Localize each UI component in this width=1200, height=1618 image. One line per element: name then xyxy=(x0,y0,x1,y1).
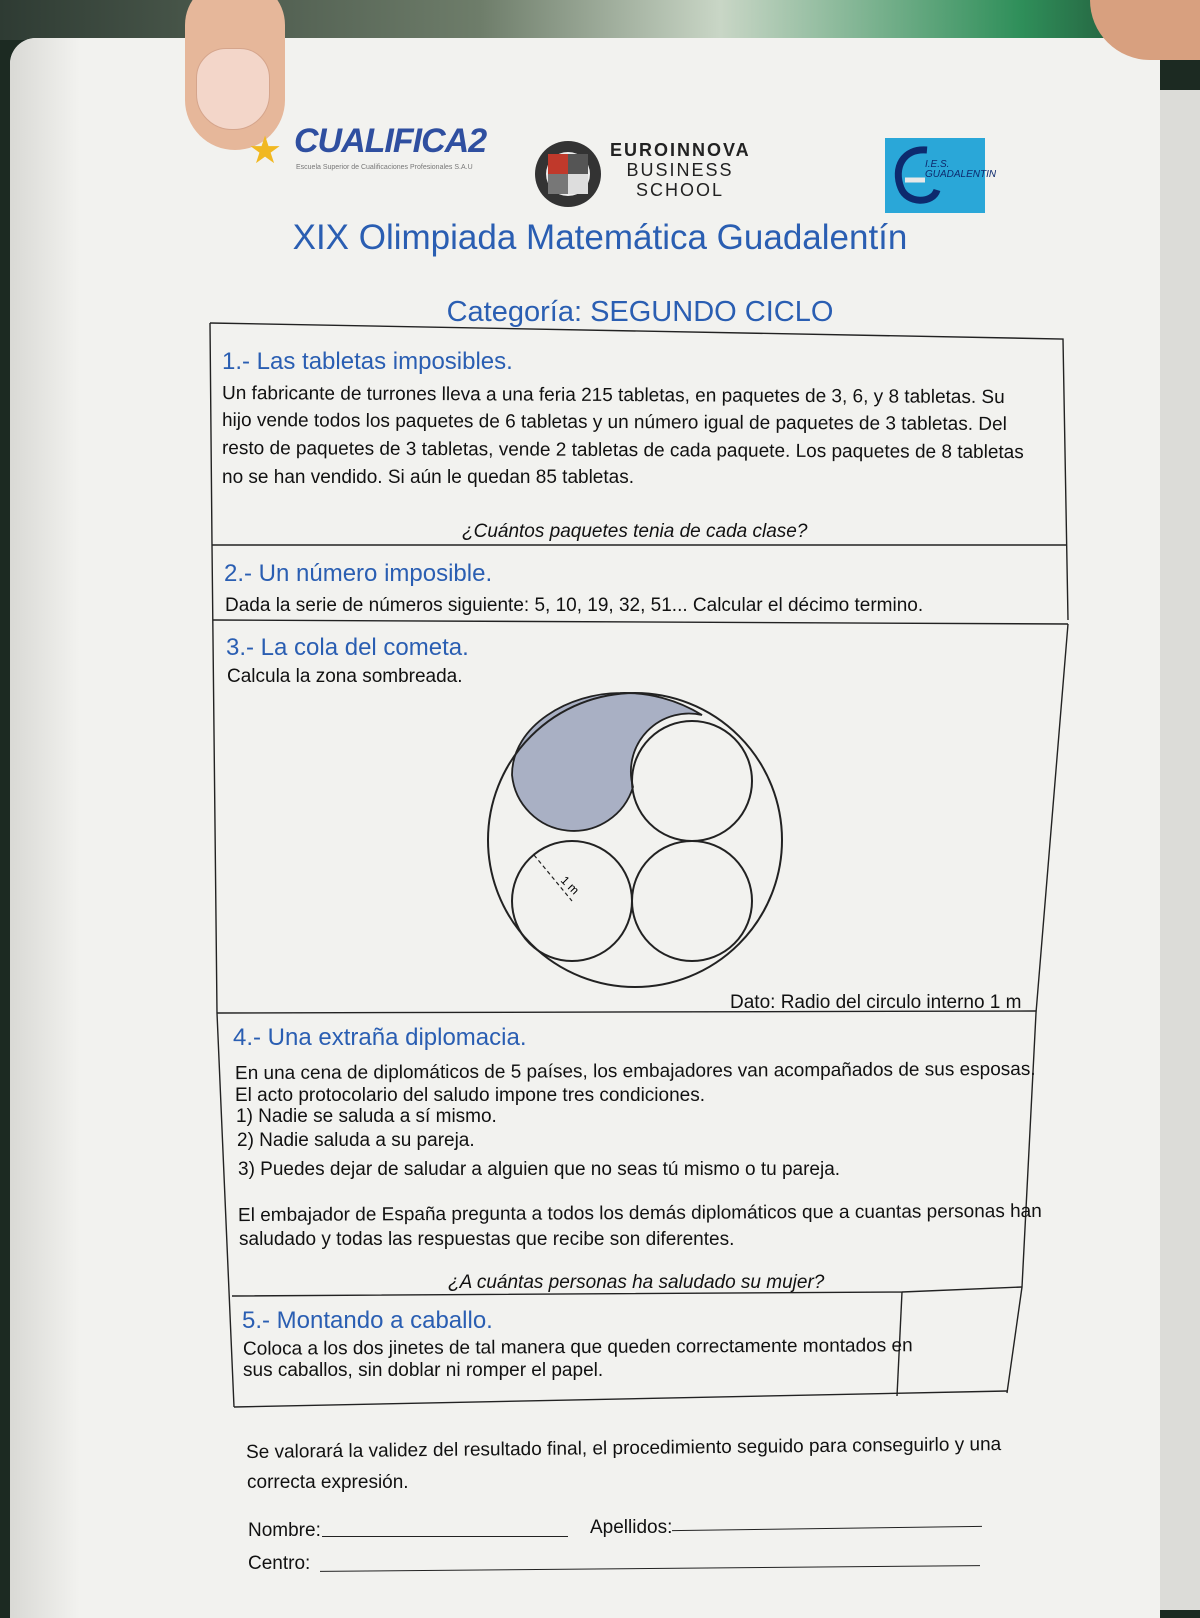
problem-3-note: Dato: Radio del circulo interno 1 m xyxy=(730,992,1022,1013)
euroinnova-logo: EUROINNOVA BUSINESS SCHOOL xyxy=(610,140,751,200)
ies-guadalentin-logo: I.E.S. GUADALENTIN xyxy=(885,138,985,213)
problem-2-title: 2.- Un número imposible. xyxy=(224,560,493,587)
radius-label: 1 m xyxy=(557,873,582,898)
problem-1-line: Un fabricante de turrones lleva a una feria 215 tabletas, en paquetes de 3, 6, y 8 tabletas. Su xyxy=(221,382,1005,409)
problem-4-line: 2) Nadie saluda a su pareja. xyxy=(237,1130,475,1151)
footer-note: Se valorará la validez del resultado final, el procedimiento seguido para conseguirlo y una xyxy=(245,1434,1002,1463)
nombre-label: Nombre: xyxy=(248,1520,321,1541)
cualifica-logo: ★ CUALIFICA2 Escuela Superior de Cualificaciones Profesionales S.A.U xyxy=(248,122,487,172)
problem-4-line: El acto protocolario del saludo impone tres condiciones. xyxy=(235,1085,705,1106)
category-title: Categoría: SEGUNDO CICLO xyxy=(446,296,834,328)
problem-5-line: sus caballos, sin doblar ni romper el papel. xyxy=(243,1360,604,1381)
nombre-field[interactable] xyxy=(322,1536,568,1537)
problem-1-title: 1.- Las tabletas imposibles. xyxy=(222,348,513,375)
problem-4-line: El embajador de España pregunta a todos los demás diplomáticos que a cuantas personas han xyxy=(237,1200,1042,1227)
problem-1-question: ¿Cuántos paquetes tenia de cada clase? xyxy=(462,521,808,542)
comet-figure xyxy=(480,685,790,995)
page-title: XIX Olimpiada Matemática Guadalentín xyxy=(292,218,908,257)
problem-4-title: 4.- Una extraña diplomacia. xyxy=(233,1024,527,1051)
apellidos-label: Apellidos: xyxy=(590,1517,673,1538)
problem-4-line: 1) Nadie se saluda a sí mismo. xyxy=(236,1106,497,1127)
problem-1-line: resto de paquetes de 3 tabletas, vende 2 tabletas de cada paquete. Los paquetes de 8 tabletas xyxy=(221,437,1024,464)
problem-5-title: 5.- Montando a caballo. xyxy=(242,1307,493,1334)
problem-2-text: Dada la serie de números siguiente: 5, 10, 19, 32, 51... Calcular el décimo termino. xyxy=(225,595,924,616)
problem-1-line: no se han vendido. Si aún le quedan 85 tabletas. xyxy=(222,467,634,488)
problem-4-line: En una cena de diplomáticos de 5 países, los embajadores van acompañados de sus esposas. xyxy=(234,1058,1036,1085)
footer-note: correcta expresión. xyxy=(247,1472,409,1493)
centro-label: Centro: xyxy=(248,1553,311,1574)
problem-3-title: 3.- La cola del cometa. xyxy=(226,634,469,661)
problem-4-line: 3) Puedes dejar de saludar a alguien que no seas tú mismo o tu pareja. xyxy=(238,1159,841,1180)
problem-4-question: ¿A cuántas personas ha saludado su mujer? xyxy=(448,1272,825,1293)
problem-5-line: Coloca a los dos jinetes de tal manera que queden correctamente montados en xyxy=(242,1335,913,1360)
shaded-region xyxy=(512,693,702,831)
star-icon: ★ xyxy=(248,130,283,172)
problem-3-text: Calcula la zona sombreada. xyxy=(227,666,463,687)
problem-4-line: saludado y todas las respuestas que recibe son diferentes. xyxy=(239,1229,735,1250)
problem-1-line: hijo vende todos los paquetes de 6 tabletas y un número igual de paquetes de 3 tabletas. Del xyxy=(221,409,1007,436)
